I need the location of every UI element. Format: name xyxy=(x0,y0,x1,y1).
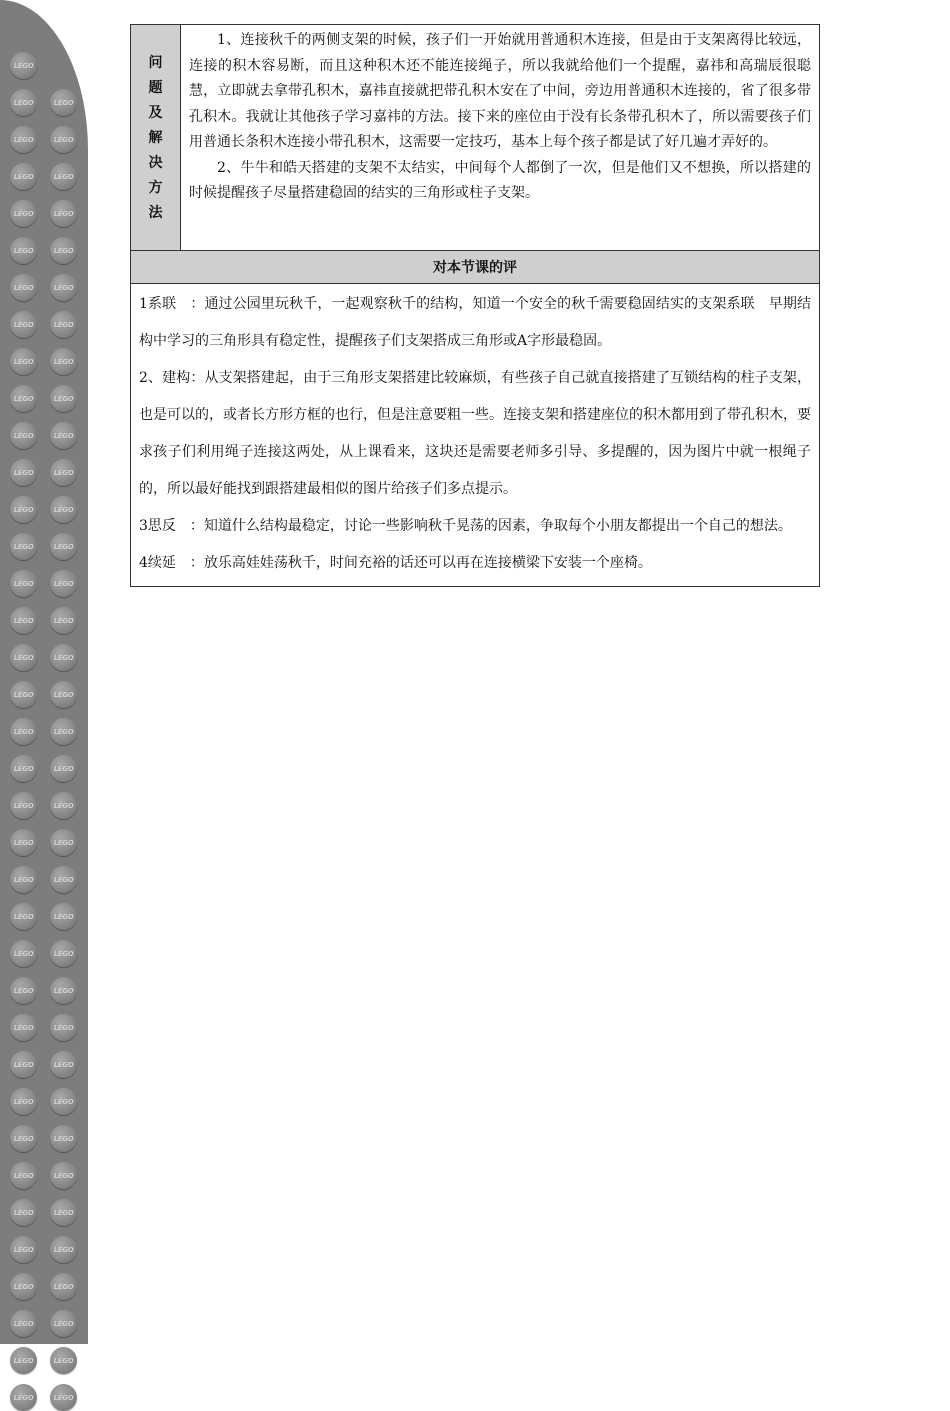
lego-stud-icon: LEGO xyxy=(10,1051,37,1078)
lego-stud-icon: LEGO xyxy=(10,200,37,227)
label-char: 决 xyxy=(148,155,163,171)
lego-stud-icon: LEGO xyxy=(50,237,77,264)
problem-solution-label xyxy=(131,25,181,250)
lego-stud-icon: LEGO xyxy=(50,126,77,153)
evaluation-item: 3思反 ：知道什么结构最稳定，讨论一些影响秋千晃荡的因素，争取每个小朋友都提出一个自己的想法。 xyxy=(139,518,792,534)
lego-stud-icon: LEGO xyxy=(10,533,37,560)
lego-stud-icon: LEGO xyxy=(50,1014,77,1041)
lego-stud-icon: LEGO xyxy=(50,570,77,597)
lego-stud-icon: LEGO xyxy=(50,681,77,708)
lego-stud-icon: LEGO xyxy=(50,755,77,782)
lego-stud-icon: LEGO xyxy=(10,866,37,893)
lego-stud-icon: LEGO xyxy=(10,1125,37,1152)
evaluation-item: 4续延 ：放乐高娃娃荡秋千，时间充裕的话还可以再在连接横梁下安装一个座椅。 xyxy=(139,555,652,571)
lego-stud-icon: LEGO xyxy=(10,1384,37,1411)
lego-stud-icon: LEGO xyxy=(50,644,77,671)
lego-stud-icon: LEGO xyxy=(50,385,77,412)
lego-stud-icon: LEGO xyxy=(50,1125,77,1152)
lego-stud-icon: LEGO xyxy=(50,829,77,856)
lego-stud-icon: LEGO xyxy=(10,977,37,1004)
problem-solution-row xyxy=(131,25,819,251)
problem-paragraph: 1、连接秋千的两侧支架的时候，孩子们一开始就用普通积木连接，但是由于支架离得比较远，连接的积木容易断，而且这种积木还不能连接绳子，所以我就给他们一个提醒，嘉祎和高瑞辰很聪慧，立即就去拿带孔积木，嘉祎直接就把带孔积木安在了中间，旁边用普通积木连接的，省了很多带孔积木。我就让其他孩子学习嘉祎的方法。接下来的座位由于没有长条带孔积木了，所以需要孩子们用普通长条积木连接小带孔积木，这需要一定技巧，基本上每个孩子都是试了好几遍才弄好的。 xyxy=(189,32,811,150)
lego-stud-icon: LEGO xyxy=(50,940,77,967)
lego-stud-icon: LEGO xyxy=(10,126,37,153)
lego-stud-icon: LEGO xyxy=(10,903,37,930)
lego-stud-icon: LEGO xyxy=(50,533,77,560)
lego-stud-icon: LEGO xyxy=(10,237,37,264)
lego-stud-icon: LEGO xyxy=(10,792,37,819)
lego-stud-icon: LEGO xyxy=(10,459,37,486)
lego-stud-icon: LEGO xyxy=(50,718,77,745)
lego-stud-icon: LEGO xyxy=(10,718,37,745)
lego-stud-icon: LEGO xyxy=(50,903,77,930)
lego-stud-icon: LEGO xyxy=(10,570,37,597)
lego-stud-icon: LEGO xyxy=(10,422,37,449)
lego-stud-icon: LEGO xyxy=(50,1310,77,1337)
lego-stud-icon: LEGO xyxy=(50,348,77,375)
lego-stud-icon: LEGO xyxy=(50,311,77,338)
lego-stud-icon: LEGO xyxy=(50,1199,77,1226)
lego-stud-icon: LEGO xyxy=(10,681,37,708)
evaluation-body xyxy=(131,284,819,586)
lego-stud-border xyxy=(0,0,88,1402)
lego-stud-icon: LEGO xyxy=(50,274,77,301)
label-char: 解 xyxy=(148,130,163,146)
lego-stud-icon: LEGO xyxy=(50,1273,77,1300)
lego-stud-icon: LEGO xyxy=(10,755,37,782)
lego-stud-icon: LEGO xyxy=(10,1014,37,1041)
lego-stud-icon: LEGO xyxy=(50,496,77,523)
lego-stud-icon: LEGO xyxy=(10,940,37,967)
evaluation-header: 对本节课的评 xyxy=(131,251,819,284)
lego-stud-icon: LEGO xyxy=(10,1347,37,1374)
lego-stud-icon: LEGO xyxy=(10,385,37,412)
lego-stud-icon: LEGO xyxy=(10,1199,37,1226)
lego-stud-icon: LEGO xyxy=(10,496,37,523)
lego-stud-icon: LEGO xyxy=(10,829,37,856)
label-char: 方 xyxy=(148,180,163,196)
lego-stud-icon: LEGO xyxy=(50,607,77,634)
lego-stud-icon: LEGO xyxy=(10,163,37,190)
evaluation-item: 2、建构：从支架搭建起，由于三角形支架搭建比较麻烦，有些孩子自己就直接搭建了互锁结构的柱子支架，也是可以的，或者长方形方框的也行，但是注意要粗一些。连接支架和搭建座位的积木都用到了带孔积木，要求孩子们利用绳子连接这两处，从上课看来，这块还是需要老师多引导、多提醒的，因为图片中就一根绳子的，所以最好能找到跟搭建最相似的图片给孩子们多点提示。 xyxy=(139,370,811,497)
lego-stud-icon: LEGO xyxy=(10,1088,37,1115)
lego-stud-icon: LEGO xyxy=(10,52,37,79)
label-char: 问 xyxy=(148,55,163,71)
lego-stud-icon: LEGO xyxy=(50,792,77,819)
label-char: 法 xyxy=(148,205,163,221)
lego-stud-icon: LEGO xyxy=(50,1162,77,1189)
lego-stud-icon: LEGO xyxy=(10,1310,37,1337)
problem-paragraph: 2、牛牛和皓天搭建的支架不太结实，中间每个人都倒了一次，但是他们又不想换，所以搭建的时候提醒孩子尽量搭建稳固的结实的三角形或柱子支架。 xyxy=(189,159,811,201)
lego-stud-icon: LEGO xyxy=(10,1236,37,1263)
lego-stud-icon: LEGO xyxy=(10,348,37,375)
lego-stud-icon: LEGO xyxy=(10,607,37,634)
lego-stud-icon: LEGO xyxy=(10,1162,37,1189)
lego-stud-icon: LEGO xyxy=(50,200,77,227)
lego-stud-icon: LEGO xyxy=(10,644,37,671)
lego-stud-icon: LEGO xyxy=(50,163,77,190)
lego-stud-icon: LEGO xyxy=(50,1236,77,1263)
lego-stud-icon: LEGO xyxy=(50,459,77,486)
label-char: 及 xyxy=(148,105,163,121)
label-char: 题 xyxy=(148,80,163,96)
lego-stud-icon: LEGO xyxy=(50,866,77,893)
lego-stud-icon: LEGO xyxy=(50,977,77,1004)
lego-stud-icon: LEGO xyxy=(50,422,77,449)
lego-stud-icon: LEGO xyxy=(50,1051,77,1078)
lego-stud-icon: LEGO xyxy=(50,1347,77,1374)
evaluation-item: 1系联 ：通过公园里玩秋千，一起观察秋千的结构，知道一个安全的秋千需要稳固结实的支架系联 早期结构中学习的三角形具有稳定性，提醒孩子们支架搭成三角形或A字形最稳固。 xyxy=(139,296,811,349)
lego-stud-icon: LEGO xyxy=(50,1384,77,1411)
lego-stud-icon: LEGO xyxy=(10,274,37,301)
lego-stud-icon: LEGO xyxy=(10,89,37,116)
lego-stud-icon: LEGO xyxy=(50,89,77,116)
lesson-table xyxy=(130,24,820,587)
lego-stud-icon: LEGO xyxy=(50,1088,77,1115)
lego-stud-icon: LEGO xyxy=(10,311,37,338)
problem-solution-text xyxy=(181,25,819,250)
lego-stud-icon: LEGO xyxy=(10,1273,37,1300)
